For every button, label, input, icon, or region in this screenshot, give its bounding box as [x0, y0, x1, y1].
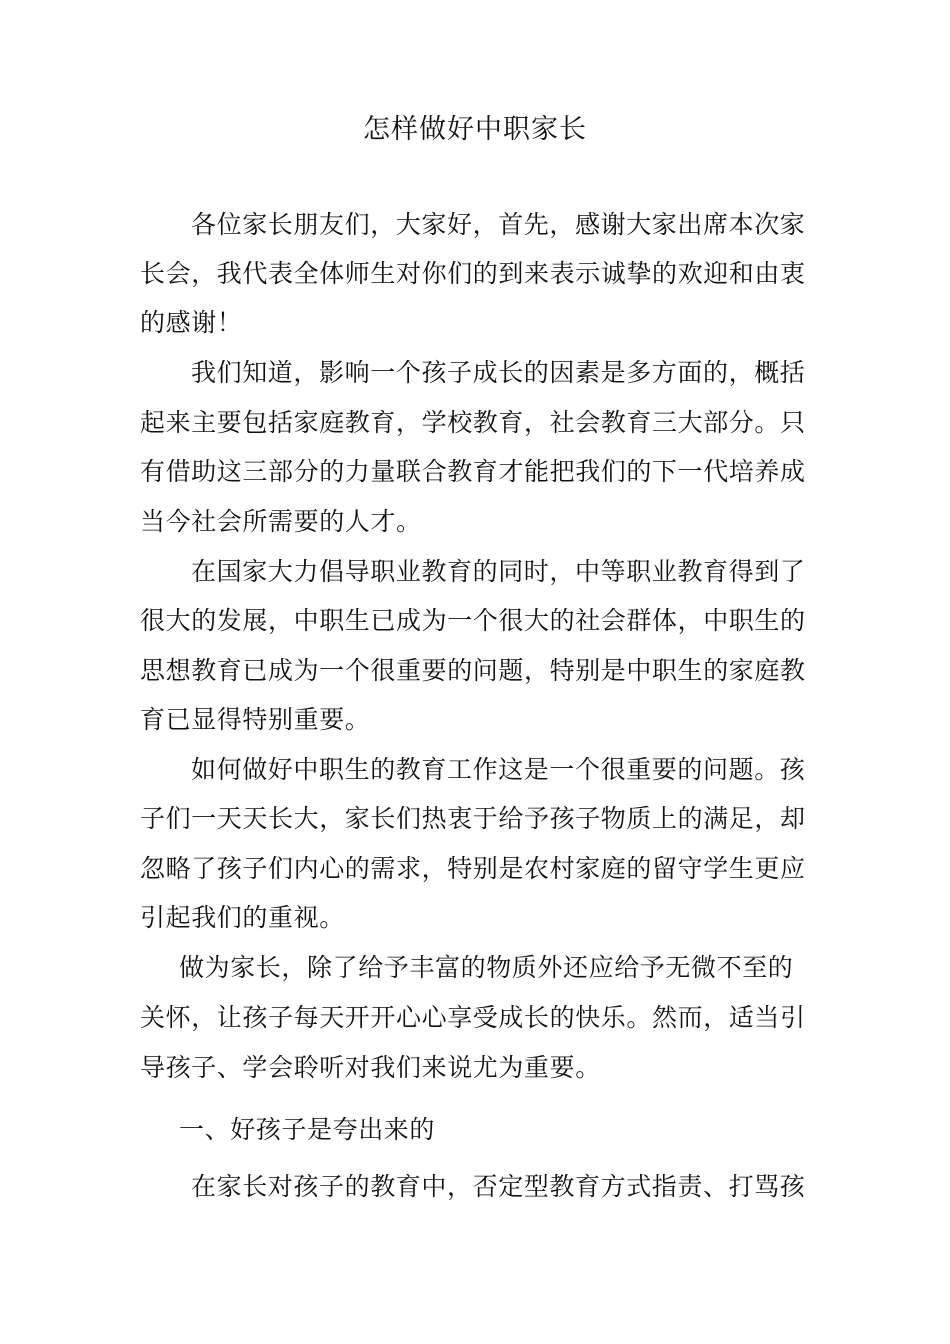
paragraph-line: 育已显得特别重要。	[140, 705, 371, 734]
paragraph-line: 有借助这三部分的力量联合教育才能把我们的下一代培养成	[140, 457, 806, 486]
paragraph-line: 思想教育已成为一个很重要的问题，特别是中职生的家庭教	[140, 656, 806, 685]
paragraph-line: 导孩子、学会聆听对我们来说尤为重要。	[140, 1053, 601, 1082]
document-title: 怎样做好中职家长	[363, 114, 587, 145]
paragraph-line: 在国家大力倡导职业教育的同时，中等职业教育得到了	[191, 557, 806, 586]
paragraph-line: 做为家长，除了给予丰富的物质外还应给予无微不至的	[179, 953, 794, 982]
paragraph-line: 当今社会所需要的人才。	[140, 507, 422, 536]
paragraph-line: 的感谢！	[140, 308, 243, 337]
paragraph-line: 各位家长朋友们，大家好，首先，感谢大家出席本次家	[191, 210, 806, 239]
paragraph-line: 如何做好中职生的教育工作这是一个很重要的问题。孩	[191, 755, 806, 784]
paragraph-line: 很大的发展，中职生已成为一个很大的社会群体，中职生的	[140, 606, 806, 635]
paragraph-line: 长会，我代表全体师生对你们的到来表示诚挚的欢迎和由衷	[140, 259, 806, 288]
paragraph-line: 我们知道，影响一个孩子成长的因素是多方面的，概括	[191, 358, 806, 387]
paragraph-line: 在家长对孩子的教育中，否定型教育方式指责、打骂孩	[191, 1172, 806, 1201]
paragraph-line: 忽略了孩子们内心的需求，特别是农村家庭的留守学生更应	[140, 854, 806, 883]
paragraph-line: 引起我们的重视。	[140, 903, 345, 932]
section-heading: 一、好孩子是夸出来的	[179, 1115, 436, 1144]
paragraph-line: 子们一天天长大，家长们热衷于给予孩子物质上的满足，却	[140, 804, 806, 833]
paragraph-line: 起来主要包括家庭教育，学校教育，社会教育三大部分。只	[140, 408, 806, 437]
paragraph-line: 关怀，让孩子每天开开心心享受成长的快乐。然而，适当引	[140, 1003, 806, 1032]
